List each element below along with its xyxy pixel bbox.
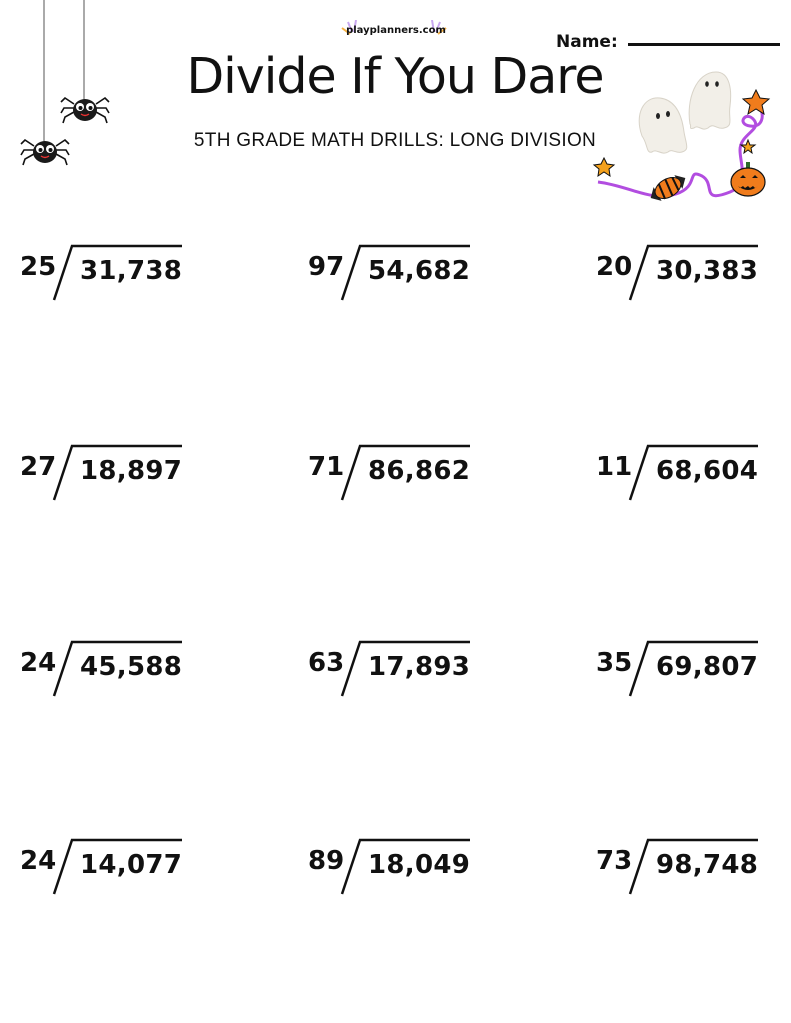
divisor: 24 (20, 648, 57, 678)
dividend: 14,077 (80, 850, 183, 880)
division-problem (306, 244, 476, 314)
divisor: 35 (596, 648, 633, 678)
spiders-decoration (0, 0, 120, 180)
divisor: 27 (20, 452, 57, 482)
dividend: 68,604 (656, 456, 759, 486)
star-icon (743, 90, 769, 114)
dividend: 31,738 (80, 256, 183, 286)
candy-icon (646, 170, 690, 206)
spider-icon (21, 140, 69, 165)
dividend: 30,383 (656, 256, 759, 286)
dividend: 18,897 (80, 456, 183, 486)
name-label: Name: (556, 32, 618, 52)
divisor: 11 (596, 452, 633, 482)
divisor: 73 (596, 846, 633, 876)
brand-text: playplanners.com (346, 25, 446, 36)
dividend: 98,748 (656, 850, 759, 880)
divisor: 24 (20, 846, 57, 876)
worksheet-title: Divide If You Dare (186, 48, 604, 105)
division-problem (306, 838, 476, 908)
brand-logo (336, 22, 456, 42)
division-problem (18, 444, 188, 514)
division-problem (594, 640, 764, 710)
ghost-icon (689, 72, 731, 129)
division-problem (594, 444, 764, 514)
division-problem (18, 640, 188, 710)
division-problem (18, 244, 188, 314)
ghost-icon (639, 98, 687, 153)
dividend: 54,682 (368, 256, 471, 286)
halloween-decoration (590, 64, 790, 214)
dividend: 86,862 (368, 456, 471, 486)
divisor: 63 (308, 648, 345, 678)
star-icon (594, 158, 614, 176)
division-problem (18, 838, 188, 908)
divisor: 97 (308, 252, 345, 282)
division-problem (306, 444, 476, 514)
division-problem (594, 838, 764, 908)
divisor: 25 (20, 252, 57, 282)
name-field-line[interactable] (628, 43, 780, 46)
dividend: 18,049 (368, 850, 471, 880)
division-problem (306, 640, 476, 710)
spider-icon (61, 98, 109, 123)
pumpkin-icon (731, 162, 765, 196)
divisor: 89 (308, 846, 345, 876)
dividend: 69,807 (656, 652, 759, 682)
dividend: 45,588 (80, 652, 183, 682)
dividend: 17,893 (368, 652, 471, 682)
division-problem (594, 244, 764, 314)
worksheet-subtitle: 5TH GRADE MATH DRILLS: LONG DIVISION (193, 130, 597, 151)
divisor: 20 (596, 252, 633, 282)
divisor: 71 (308, 452, 345, 482)
